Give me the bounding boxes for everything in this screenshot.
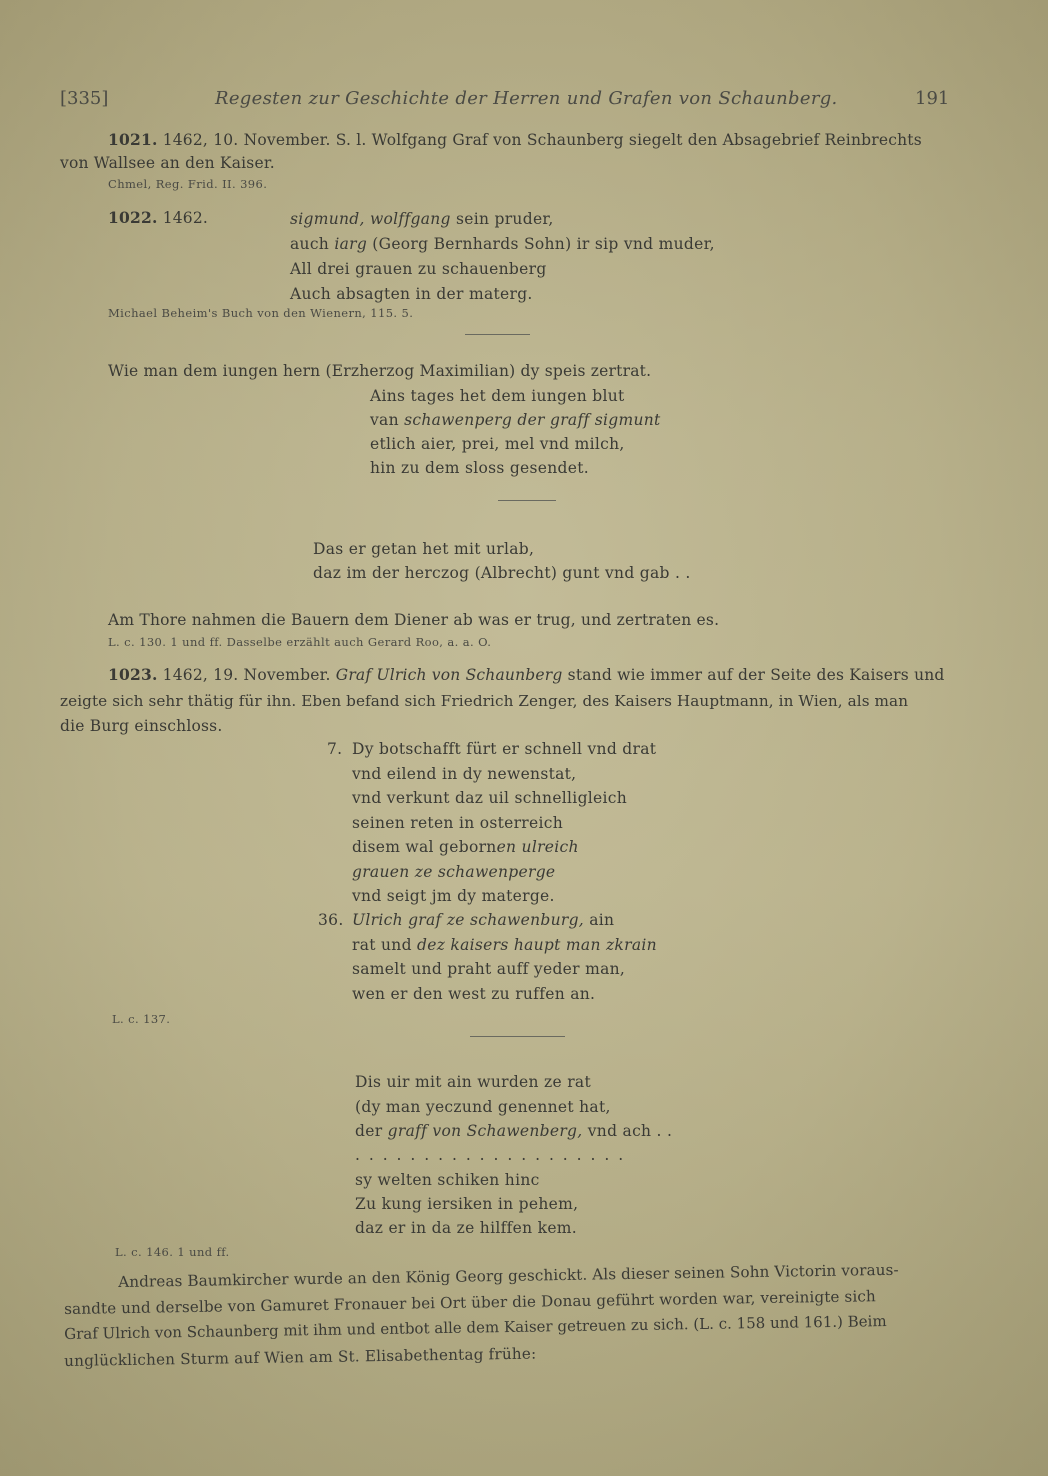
verse-text: auch xyxy=(290,235,335,253)
verse-line xyxy=(352,835,579,860)
running-title: Regesten zur Geschichte der Herren und Grafen von Schaunberg. xyxy=(215,88,838,109)
thore-source: L. c. 130. 1 und ff. Dasselbe erzählt auch Gerard Roo, a. a. O. xyxy=(108,635,492,649)
entry-number: 1022. xyxy=(108,208,158,227)
verse-line: hin zu dem sloss gesendet. xyxy=(370,459,589,477)
verse-italic: schawenperg der graff sigmunt xyxy=(404,411,661,429)
verse-line: Das er getan het mit urlab, xyxy=(313,540,535,558)
verse-line: wen er den west zu ruffen an. xyxy=(352,985,596,1003)
verse-italic: en ulreich xyxy=(496,838,579,856)
ellipsis-line: . . . . . . . . . . . . . . . . . . . . xyxy=(355,1146,626,1164)
verse-line: sy welten schiken hinc xyxy=(355,1171,540,1189)
divider xyxy=(498,500,556,501)
verse-line: Auch absagten in der materg. xyxy=(290,285,533,303)
verse-mark: 36. xyxy=(318,911,344,929)
verse-line: daz er in da ze hilffen kem. xyxy=(355,1219,578,1237)
verse-line: grauen ze schawenperge xyxy=(352,863,556,881)
entry-1023-line-3: die Burg einschloss. xyxy=(60,717,223,735)
verse-italic: dez kaisers haupt man zkrain xyxy=(417,936,657,954)
verse-text: ain xyxy=(584,911,615,929)
verse-line: Dis uir mit ain wurden ze rat xyxy=(355,1073,591,1091)
final-line-2: sandte und derselbe von Gamuret Fronauer bei Ort über die Donau geführt worden war, vereinigte sich xyxy=(64,1287,876,1318)
entry-1021-line-2: von Wallsee an den Kaiser. xyxy=(60,154,275,172)
verse-line: daz im der herczog (Albrecht) gunt vnd gab . . xyxy=(313,564,691,582)
verse-line: All drei grauen zu schauenberg xyxy=(290,260,547,278)
entry-1021-line-1 xyxy=(108,128,922,152)
passage-intro: Wie man dem iungen hern (Erzherzog Maximilian) dy speis zertrat. xyxy=(108,362,652,380)
verse-line: seinen reten in osterreich xyxy=(352,814,564,832)
verse-line: Dy botschafft fürt er schnell vnd drat xyxy=(352,740,657,758)
verse-line xyxy=(290,207,554,232)
entry-1023-line-2: zeigte sich sehr thätig für ihn. Eben befand sich Friedrich Zenger, des Kaisers Hauptmann, in Wien, als man xyxy=(60,692,909,710)
verse-italic: Ulrich graf ze schawenburg, xyxy=(352,911,585,929)
verse-line xyxy=(370,408,661,433)
entry-text: 1462, 19. November. xyxy=(157,666,336,684)
verse-line: (dy man yeczund genennet hat, xyxy=(355,1098,611,1116)
entry-text: stand wie immer auf der Seite des Kaisers und xyxy=(562,666,945,684)
verse-line: samelt und praht auff yeder man, xyxy=(352,960,626,978)
page-number: 191 xyxy=(915,88,950,109)
verse-line xyxy=(355,1119,672,1144)
header-bracket-number: [335] xyxy=(60,88,109,109)
final-line-3: Graf Ulrich von Schaunberg mit ihm und entbot alle dem Kaiser getreuen zu sich. (L. c. 158 und 161.) Beim xyxy=(64,1312,887,1343)
final-line-1: Andreas Baumkircher wurde an den König Georg geschickt. Als dieser seinen Sohn Victorin voraus- xyxy=(118,1260,899,1291)
verse-line: Zu kung iersiken in pehem, xyxy=(355,1195,579,1213)
entry-1021-source: Chmel, Reg. Frid. II. 396. xyxy=(108,177,268,191)
verse-mark: 7. xyxy=(327,740,343,758)
verse-text: der xyxy=(355,1122,388,1140)
entry-number: 1023. xyxy=(108,665,158,684)
divider xyxy=(470,1036,565,1037)
verse-italic: sigmund, wolffgang xyxy=(290,210,451,228)
entry-1023-source: L. c. 137. xyxy=(112,1012,171,1026)
verse-line: vnd eilend in dy newenstat, xyxy=(352,765,577,783)
verse-text: rat und xyxy=(352,936,418,954)
final-line-4: unglücklichen Sturm auf Wien am St. Elisabethentag frühe: xyxy=(64,1344,537,1370)
verse-italic: graff von Schawenberg, xyxy=(387,1122,583,1140)
verse-line xyxy=(290,232,715,257)
passage-rat-source: L. c. 146. 1 und ff. xyxy=(115,1245,230,1259)
entry-number: 1021. xyxy=(108,130,158,149)
entry-date: 1462. xyxy=(162,209,209,227)
verse-text: sein pruder, xyxy=(450,210,554,228)
verse-line xyxy=(352,933,657,958)
verse-text: (Georg Bernhards Sohn) ir sip vnd muder, xyxy=(367,235,715,253)
verse-text: vnd ach . . xyxy=(582,1122,673,1140)
verse-line: vnd verkunt daz uil schnelligleich xyxy=(352,789,628,807)
entry-1022-heading xyxy=(108,206,208,230)
entry-1022-source: Michael Beheim's Buch von den Wienern, 115. 5. xyxy=(108,306,414,320)
entry-1023-line-1 xyxy=(108,663,945,687)
thore-line: Am Thore nahmen die Bauern dem Diener ab was er trug, und zertraten es. xyxy=(108,611,720,629)
verse-line: etlich aier, prei, mel vnd milch, xyxy=(370,435,625,453)
entry-italic: Graf Ulrich von Schaunberg xyxy=(335,666,563,684)
verse-text: van xyxy=(370,411,405,429)
entry-text: 1462, 10. November. S. l. Wolfgang Graf von Schaunberg siegelt den Absagebrief Reinbrechts xyxy=(162,131,922,149)
verse-line: vnd seigt jm dy materge. xyxy=(352,887,555,905)
verse-italic: iarg xyxy=(334,235,368,253)
divider xyxy=(465,334,530,335)
verse-line: Ains tages het dem iungen blut xyxy=(370,387,625,405)
verse-text: disem wal geborn xyxy=(352,838,497,856)
verse-line xyxy=(352,908,614,933)
